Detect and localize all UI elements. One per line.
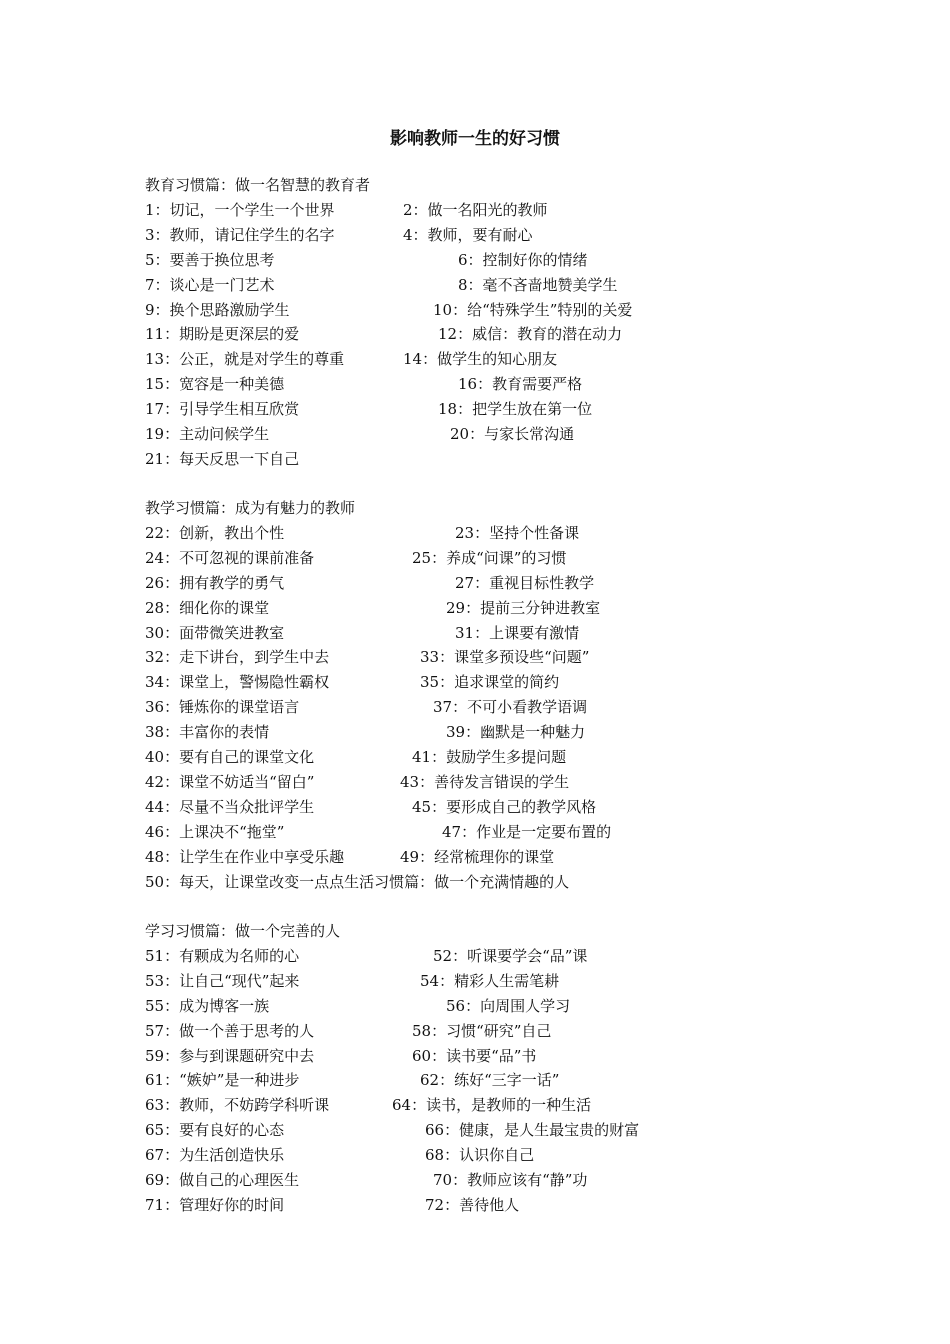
list-item: 15：宽容是一种美德: [145, 375, 285, 394]
list-item: 4：教师，要有耐心: [403, 225, 533, 244]
list-item: 23：坚持个性备课: [455, 523, 580, 542]
list-item: 30：面带微笑进教室: [145, 623, 285, 642]
list-item: 37：不可小看教学语调: [433, 698, 588, 717]
list-item: 2：做一名阳光的教师: [403, 200, 548, 219]
list-item: 40：要有自己的课堂文化: [145, 748, 315, 766]
list-item: 27：重视目标性教学: [455, 573, 595, 592]
list-item: 31：上课要有激情: [455, 623, 580, 642]
list-item: 72：善待他人: [425, 1195, 520, 1214]
list-item: 20：与家长常沟通: [450, 425, 575, 443]
list-item: 60：读书要“品”书: [412, 1046, 537, 1065]
list-item: 53：让自己“现代”起来: [145, 971, 300, 990]
list-item: 38：丰富你的表情: [145, 723, 270, 742]
list-item: 69：做自己的心理医生: [145, 1171, 300, 1189]
list-item: 64：读书，是教师的一种生活: [392, 1096, 592, 1115]
list-item: 35：追求课堂的简约: [420, 673, 560, 692]
list-item: 28：细化你的课堂: [145, 598, 270, 617]
list-item: 50：每天，让课堂改变一点点生活习惯篇：做一个充满情趣的人: [145, 872, 570, 891]
list-item: 49：经常梳理你的课堂: [400, 847, 555, 866]
list-item: 42：课堂不妨适当“留白”: [145, 772, 315, 791]
list-item: 67：为生活创造快乐: [145, 1146, 285, 1165]
list-item: 48：让学生在作业中享受乐趣: [145, 847, 345, 866]
list-item: 54：精彩人生需笔耕: [420, 971, 560, 990]
section-heading: 学习习惯篇：做一个完善的人: [145, 922, 341, 940]
list-item: 14：做学生的知心朋友: [403, 350, 558, 369]
list-item: 19：主动问候学生: [145, 425, 270, 443]
page-title: 影响教师一生的好习惯: [390, 129, 560, 149]
list-item: 61：“嫉妒”是一种进步: [145, 1071, 300, 1090]
list-item: 16：教育需要严格: [458, 375, 583, 394]
list-item: 7：谈心是一门艺术: [145, 275, 275, 294]
list-item: 55：成为博客一族: [145, 996, 270, 1015]
list-item: 62：练好“三字一话”: [420, 1071, 560, 1090]
list-item: 29：提前三分钟进教室: [446, 598, 601, 617]
list-item: 13：公正，就是对学生的尊重: [145, 350, 345, 369]
list-item: 32：走下讲台，到学生中去: [145, 648, 330, 667]
list-item: 36：锤炼你的课堂语言: [145, 698, 300, 717]
list-item: 68：认识你自己: [425, 1146, 535, 1165]
list-item: 26：拥有教学的勇气: [145, 573, 285, 592]
list-item: 9：换个思路激励学生: [145, 300, 290, 319]
list-item: 46：上课决不“拖堂”: [145, 822, 285, 841]
list-item: 39：幽默是一种魅力: [446, 723, 586, 742]
list-item: 41：鼓励学生多提问题: [412, 748, 567, 766]
list-item: 45：要形成自己的教学风格: [412, 797, 597, 816]
list-item: 21：每天反思一下自己: [145, 449, 300, 468]
list-item: 24：不可忽视的课前准备: [145, 548, 315, 567]
list-item: 58：习惯“研究”自己: [412, 1021, 552, 1040]
list-item: 18：把学生放在第一位: [438, 400, 593, 419]
section-heading: 教学习惯篇：成为有魅力的教师: [145, 499, 356, 517]
list-item: 47：作业是一定要布置的: [442, 822, 612, 841]
list-item: 1：切记，一个学生一个世界: [145, 200, 335, 219]
list-item: 17：引导学生相互欣赏: [145, 400, 300, 419]
list-item: 10：给“特殊学生”特别的关爱: [433, 300, 633, 319]
list-item: 43：善待发言错误的学生: [400, 772, 570, 791]
list-item: 44：尽量不当众批评学生: [145, 797, 315, 816]
list-item: 59：参与到课题研究中去: [145, 1046, 315, 1065]
list-item: 6：控制好你的情绪: [458, 250, 588, 269]
list-item: 56：向周围人学习: [446, 996, 571, 1015]
section-heading: 教育习惯篇：做一名智慧的教育者: [145, 176, 371, 194]
list-item: 34：课堂上，警惕隐性霸权: [145, 673, 330, 692]
list-item: 70：教师应该有“静”功: [433, 1171, 588, 1189]
list-item: 71：管理好你的时间: [145, 1195, 285, 1214]
list-item: 65：要有良好的心态: [145, 1121, 285, 1140]
list-item: 63：教师，不妨跨学科听课: [145, 1096, 330, 1115]
list-item: 12：威信：教育的潜在动力: [438, 325, 623, 344]
list-item: 8：毫不吝啬地赞美学生: [458, 275, 618, 294]
list-item: 22：创新，教出个性: [145, 523, 285, 542]
list-item: 11：期盼是更深层的爱: [145, 325, 300, 344]
list-item: 66：健康，是人生最宝贵的财富: [425, 1121, 640, 1140]
list-item: 57：做一个善于思考的人: [145, 1021, 315, 1040]
list-item: 33：课堂多预设些“问题”: [420, 648, 590, 667]
list-item: 3：教师，请记住学生的名字: [145, 225, 335, 244]
list-item: 25：养成“问课”的习惯: [412, 548, 567, 567]
list-item: 5：要善于换位思考: [145, 250, 275, 269]
list-item: 52：听课要学会“品”课: [433, 946, 588, 965]
list-item: 51：有颗成为名师的心: [145, 946, 300, 965]
